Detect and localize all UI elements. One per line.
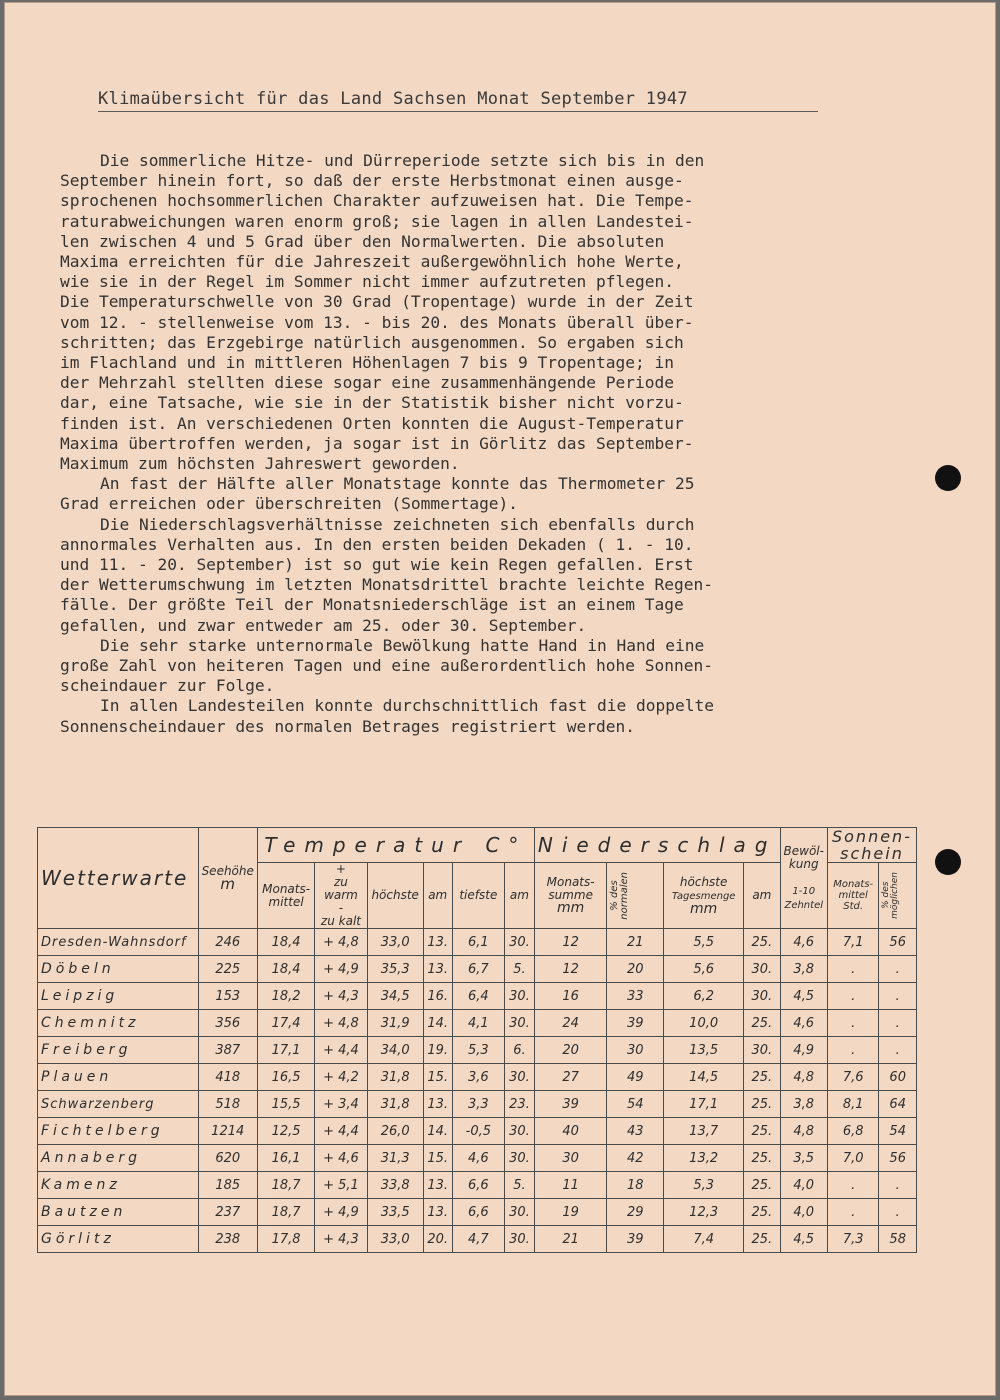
text-line: An fast der Hälfte aller Monatstage konnte das Thermometer 25 [100, 474, 695, 494]
text-line: dar, eine Tatsache, wie sie in der Statistik bisher nicht vorzu- [60, 393, 684, 413]
cell-station: Dresden-Wahnsdorf [38, 929, 199, 956]
cell-precip-max-day: 30. [744, 1037, 780, 1064]
cell-precip-max-day: 25. [744, 1010, 780, 1037]
cell-station: Annaberg [38, 1145, 199, 1172]
text-line: sprochenen hochsommerlichen Charakter aufzuweisen hat. Die Tempe- [60, 191, 694, 211]
cell-precip-pct: 30 [607, 1037, 664, 1064]
cell-precip-max: 12,3 [664, 1199, 744, 1226]
cell-temp-max-day: 14. [423, 1010, 452, 1037]
cell-precip-pct: 39 [607, 1226, 664, 1253]
cell-temp-deviation: + 4,6 [315, 1145, 367, 1172]
cell-temp-min: 5,3 [452, 1037, 504, 1064]
text-line: der Wetterumschwung im letzten Monatsdrittel brachte leichte Regen- [60, 575, 713, 595]
cell-cloud: 4,8 [780, 1118, 827, 1145]
document-page [4, 2, 996, 1396]
cell-precip-max: 6,2 [664, 983, 744, 1010]
cell-precip-sum: 30 [534, 1145, 607, 1172]
header-temp-min-day: am [505, 863, 535, 929]
cell-temp-max-day: 13. [423, 1091, 452, 1118]
cell-temp-min: -0,5 [452, 1118, 504, 1145]
cell-sun-pct: 60 [879, 1064, 917, 1091]
cell-precip-max: 13,7 [664, 1118, 744, 1145]
cell-cloud: 4,0 [780, 1172, 827, 1199]
cell-sun-mean: 8,1 [827, 1091, 878, 1118]
cell-precip-pct: 39 [607, 1010, 664, 1037]
header-temp-deviation: + zu warm - zu kalt [315, 863, 367, 929]
cell-sun-mean: 7,6 [827, 1064, 878, 1091]
cell-precip-sum: 16 [534, 983, 607, 1010]
cell-sun-mean: . [827, 1010, 878, 1037]
text-line: Die sommerliche Hitze- und Dürreperiode setzte sich bis in den [100, 151, 705, 170]
cell-precip-sum: 11 [534, 1172, 607, 1199]
cell-temp-min-day: 30. [505, 1118, 535, 1145]
cell-temp-max-day: 15. [423, 1145, 452, 1172]
cell-sun-pct: . [879, 956, 917, 983]
cell-precip-pct: 33 [607, 983, 664, 1010]
cell-temp-deviation: + 4,9 [315, 1199, 367, 1226]
cell-station: Leipzig [38, 983, 199, 1010]
cell-temp-min: 4,6 [452, 1145, 504, 1172]
table-row [38, 1199, 917, 1226]
cell-elevation: 620 [198, 1145, 257, 1172]
cell-temp-min-day: 30. [505, 1010, 535, 1037]
cell-cloud: 4,6 [780, 929, 827, 956]
cell-temp-max-day: 15. [423, 1064, 452, 1091]
cell-precip-pct: 29 [607, 1199, 664, 1226]
cell-temp-max: 34,0 [367, 1037, 423, 1064]
text-line: und 11. - 20. September) ist so gut wie kein Regen gefallen. Erst [60, 555, 694, 575]
cell-precip-pct: 20 [607, 956, 664, 983]
cell-temp-mean: 16,1 [257, 1145, 314, 1172]
cell-precip-max: 7,4 [664, 1226, 744, 1253]
cell-sun-mean: . [827, 1172, 878, 1199]
text-line: Grad erreichen oder überschreiten (Sommertage). [60, 494, 519, 514]
text-line: Maximum zum höchsten Jahreswert geworden. [60, 454, 460, 474]
cell-temp-min-day: 6. [505, 1037, 535, 1064]
cell-cloud: 4,0 [780, 1199, 827, 1226]
cell-sun-mean: 7,3 [827, 1226, 878, 1253]
cell-temp-mean: 18,2 [257, 983, 314, 1010]
cell-temp-mean: 17,4 [257, 1010, 314, 1037]
cell-elevation: 246 [198, 929, 257, 956]
cell-temp-min: 6,6 [452, 1172, 504, 1199]
text-line: der Mehrzahl stellten diese sogar eine zusammenhängende Periode [60, 373, 674, 393]
cell-temp-mean: 15,5 [257, 1091, 314, 1118]
cell-precip-max: 14,5 [664, 1064, 744, 1091]
text-line: vom 12. - stellenweise vom 13. - bis 20. des Monats überall über- [60, 312, 694, 332]
header-sun-mean: Monats- mittel Std. [827, 863, 878, 929]
header-station: Wetterwarte [38, 828, 199, 929]
climate-table-body [38, 929, 917, 1253]
cell-sun-mean: . [827, 983, 878, 1010]
cell-temp-min-day: 30. [505, 1064, 535, 1091]
cell-precip-max: 5,6 [664, 956, 744, 983]
climate-table-container [37, 827, 917, 1267]
table-row [38, 956, 917, 983]
cell-temp-deviation: + 3,4 [315, 1091, 367, 1118]
cell-elevation: 153 [198, 983, 257, 1010]
cell-temp-deviation: + 4,4 [315, 1118, 367, 1145]
cell-temp-deviation: + 4,8 [315, 929, 367, 956]
cell-precip-sum: 12 [534, 929, 607, 956]
cell-sun-pct: . [879, 1199, 917, 1226]
cell-station: Döbeln [38, 956, 199, 983]
cell-temp-mean: 18,4 [257, 929, 314, 956]
cell-sun-pct: . [879, 1172, 917, 1199]
cell-temp-deviation: + 4,8 [315, 1010, 367, 1037]
text-line: scheindauer zur Folge. [60, 676, 275, 696]
cell-elevation: 185 [198, 1172, 257, 1199]
cell-precip-max-day: 30. [744, 983, 780, 1010]
cell-temp-max: 31,9 [367, 1010, 423, 1037]
cell-sun-pct: 64 [879, 1091, 917, 1118]
punch-hole-bottom [935, 849, 961, 875]
cell-precip-max-day: 25. [744, 929, 780, 956]
header-cloud: Bewöl- kung 1-10 Zehntel [780, 828, 827, 929]
cell-station: Fichtelberg [38, 1118, 199, 1145]
cell-temp-min-day: 30. [505, 1226, 535, 1253]
text-line: len zwischen 4 und 5 Grad über den Normalwerten. Die absoluten [60, 231, 665, 251]
cell-elevation: 418 [198, 1064, 257, 1091]
cell-cloud: 4,9 [780, 1037, 827, 1064]
header-precip-max-day: am [744, 863, 780, 929]
cell-sun-pct: 54 [879, 1118, 917, 1145]
cell-temp-mean: 17,8 [257, 1226, 314, 1253]
cell-precip-max-day: 25. [744, 1199, 780, 1226]
body-text [60, 151, 890, 737]
text-line: Die sehr starke unternormale Bewölkung hatte Hand in Hand eine [100, 635, 705, 655]
cell-station: Görlitz [38, 1226, 199, 1253]
cell-temp-mean: 12,5 [257, 1118, 314, 1145]
cell-temp-min: 6,6 [452, 1199, 504, 1226]
cell-precip-max: 5,3 [664, 1172, 744, 1199]
cell-precip-sum: 19 [534, 1199, 607, 1226]
cell-precip-max-day: 25. [744, 1064, 780, 1091]
cell-elevation: 518 [198, 1091, 257, 1118]
cell-precip-sum: 27 [534, 1064, 607, 1091]
text-line: Die Temperaturschwelle von 30 Grad (Tropentage) wurde in der Zeit [60, 292, 694, 312]
body-paragraph [60, 151, 890, 474]
cell-temp-mean: 18,4 [257, 956, 314, 983]
text-line: schritten; das Erzgebirge natürlich ausgenommen. So ergaben sich [60, 332, 684, 352]
header-temp-mean: Monats- mittel [257, 863, 314, 929]
cell-temp-deviation: + 4,3 [315, 1226, 367, 1253]
cell-temp-max-day: 13. [423, 1172, 452, 1199]
cell-station: Schwarzenberg [38, 1091, 199, 1118]
text-line: gefallen, und zwar entweder am 25. oder 30. September. [60, 615, 587, 635]
cell-precip-pct: 42 [607, 1145, 664, 1172]
cell-cloud: 3,5 [780, 1145, 827, 1172]
header-temp-min: tiefste [452, 863, 504, 929]
header-precip-max: höchste Tagesmenge mm [664, 863, 744, 929]
table-row [38, 929, 917, 956]
cell-precip-max: 10,0 [664, 1010, 744, 1037]
body-paragraph [60, 696, 890, 736]
cell-temp-mean: 18,7 [257, 1172, 314, 1199]
text-line: wie sie in der Regel im Sommer nicht immer aufzutreten pflegen. [60, 272, 674, 292]
cell-elevation: 238 [198, 1226, 257, 1253]
text-line: Maxima übertroffen werden, ja sogar ist in Görlitz das September- [60, 433, 694, 453]
cell-temp-min: 3,6 [452, 1064, 504, 1091]
cell-sun-pct: . [879, 983, 917, 1010]
cell-precip-max-day: 25. [744, 1118, 780, 1145]
cell-precip-sum: 40 [534, 1118, 607, 1145]
text-line: In allen Landesteilen konnte durchschnittlich fast die doppelte [100, 696, 714, 716]
cell-precip-max-day: 25. [744, 1091, 780, 1118]
cell-temp-max-day: 14. [423, 1118, 452, 1145]
header-temperature-group: Temperatur C° [257, 828, 534, 863]
cell-precip-pct: 21 [607, 929, 664, 956]
cell-temp-min-day: 30. [505, 1145, 535, 1172]
cell-temp-min: 6,4 [452, 983, 504, 1010]
cell-precip-max-day: 30. [744, 956, 780, 983]
header-sun-pct: % des möglichen [879, 863, 917, 929]
text-line: raturabweichungen waren enorm groß; sie lagen in allen Landestei- [60, 211, 694, 231]
cell-precip-pct: 49 [607, 1064, 664, 1091]
cell-temp-min: 3,3 [452, 1091, 504, 1118]
cell-cloud: 4,6 [780, 1010, 827, 1037]
cell-temp-deviation: + 4,2 [315, 1064, 367, 1091]
cell-sun-pct: 56 [879, 1145, 917, 1172]
text-line: im Flachland und in mittleren Höhenlagen 7 bis 9 Tropentage; in [60, 353, 674, 373]
cell-temp-mean: 18,7 [257, 1199, 314, 1226]
cell-temp-mean: 16,5 [257, 1064, 314, 1091]
cell-station: Chemnitz [38, 1010, 199, 1037]
header-precip-pct: % des normalen [607, 863, 664, 929]
body-paragraph [60, 636, 890, 697]
cell-temp-min: 6,1 [452, 929, 504, 956]
text-line: große Zahl von heiteren Tagen und eine außerordentlich hohe Sonnen- [60, 656, 713, 676]
cell-station: Bautzen [38, 1199, 199, 1226]
cell-sun-pct: 58 [879, 1226, 917, 1253]
table-row [38, 1145, 917, 1172]
cell-temp-mean: 17,1 [257, 1037, 314, 1064]
cell-station: Plauen [38, 1064, 199, 1091]
cell-temp-max: 31,3 [367, 1145, 423, 1172]
cell-temp-max: 31,8 [367, 1064, 423, 1091]
header-precip-group: Niederschlag [534, 828, 780, 863]
text-line: fälle. Der größte Teil der Monatsniederschläge ist an einem Tage [60, 595, 684, 615]
text-line: finden ist. An verschiedenen Orten konnten die August-Temperatur [60, 413, 684, 433]
cell-temp-max-day: 13. [423, 956, 452, 983]
cell-temp-min-day: 30. [505, 1199, 535, 1226]
table-row [38, 1172, 917, 1199]
cell-sun-mean: 7,1 [827, 929, 878, 956]
cell-sun-mean: 6,8 [827, 1118, 878, 1145]
header-temp-max: höchste [367, 863, 423, 929]
cell-sun-mean: . [827, 1037, 878, 1064]
cell-precip-sum: 39 [534, 1091, 607, 1118]
text-line: Maxima erreichten für die Jahreszeit außergewöhnlich hohe Werte, [60, 252, 684, 272]
cell-elevation: 225 [198, 956, 257, 983]
cell-temp-max-day: 19. [423, 1037, 452, 1064]
text-line: annormales Verhalten aus. In den ersten beiden Dekaden ( 1. - 10. [60, 534, 694, 554]
cell-precip-pct: 18 [607, 1172, 664, 1199]
cell-temp-deviation: + 4,4 [315, 1037, 367, 1064]
cell-precip-max: 13,5 [664, 1037, 744, 1064]
cell-temp-max-day: 16. [423, 983, 452, 1010]
body-paragraph [60, 515, 890, 636]
cell-sun-pct: . [879, 1010, 917, 1037]
cell-precip-sum: 21 [534, 1226, 607, 1253]
cell-precip-sum: 12 [534, 956, 607, 983]
cell-temp-min-day: 30. [505, 983, 535, 1010]
cell-cloud: 4,5 [780, 983, 827, 1010]
cell-temp-max: 31,8 [367, 1091, 423, 1118]
cell-precip-max-day: 25. [744, 1226, 780, 1253]
punch-hole-top [935, 465, 961, 491]
cell-precip-max: 17,1 [664, 1091, 744, 1118]
cell-station: Kamenz [38, 1172, 199, 1199]
table-row [38, 1064, 917, 1091]
cell-temp-min: 4,1 [452, 1010, 504, 1037]
header-precip-sum: Monats- summe mm [534, 863, 607, 929]
cell-temp-max: 26,0 [367, 1118, 423, 1145]
text-line: September hinein fort, so daß der erste Herbstmonat einen ausge- [60, 171, 684, 191]
header-temp-max-day: am [423, 863, 452, 929]
cell-temp-max-day: 20. [423, 1226, 452, 1253]
cell-cloud: 4,8 [780, 1064, 827, 1091]
cell-elevation: 387 [198, 1037, 257, 1064]
table-row [38, 1037, 917, 1064]
cell-sun-pct: . [879, 1037, 917, 1064]
text-line: Sonnenscheindauer des normalen Betrages registriert werden. [60, 716, 635, 736]
cell-precip-sum: 20 [534, 1037, 607, 1064]
cell-temp-max-day: 13. [423, 929, 452, 956]
table-row [38, 1226, 917, 1253]
cell-temp-max: 33,5 [367, 1199, 423, 1226]
cell-elevation: 237 [198, 1199, 257, 1226]
document-title: Klimaübersicht für das Land Sachsen Monat September 1947 [98, 89, 818, 112]
cell-temp-min-day: 5. [505, 1172, 535, 1199]
cell-sun-pct: 56 [879, 929, 917, 956]
cell-precip-max: 5,5 [664, 929, 744, 956]
cell-precip-max-day: 25. [744, 1145, 780, 1172]
cell-temp-max: 35,3 [367, 956, 423, 983]
cell-precip-pct: 43 [607, 1118, 664, 1145]
cell-temp-max: 33,8 [367, 1172, 423, 1199]
climate-table [37, 827, 917, 1253]
cell-cloud: 3,8 [780, 1091, 827, 1118]
header-sun-group: Sonnen- schein [827, 828, 916, 863]
table-row [38, 1118, 917, 1145]
cell-sun-mean: . [827, 1199, 878, 1226]
cell-temp-min-day: 23. [505, 1091, 535, 1118]
cell-temp-min: 6,7 [452, 956, 504, 983]
cell-temp-min: 4,7 [452, 1226, 504, 1253]
table-row [38, 1010, 917, 1037]
cell-station: Freiberg [38, 1037, 199, 1064]
cell-cloud: 3,8 [780, 956, 827, 983]
header-elevation: Seehöhe m [198, 828, 257, 929]
cell-precip-sum: 24 [534, 1010, 607, 1037]
cell-temp-min-day: 5. [505, 956, 535, 983]
cell-precip-max-day: 25. [744, 1172, 780, 1199]
cell-sun-mean: 7,0 [827, 1145, 878, 1172]
cell-elevation: 356 [198, 1010, 257, 1037]
cell-sun-mean: . [827, 956, 878, 983]
body-paragraph [60, 474, 890, 514]
cell-temp-max-day: 13. [423, 1199, 452, 1226]
cell-temp-max: 33,0 [367, 929, 423, 956]
cell-temp-max: 33,0 [367, 1226, 423, 1253]
cell-temp-deviation: + 4,3 [315, 983, 367, 1010]
cell-elevation: 1214 [198, 1118, 257, 1145]
cell-temp-deviation: + 4,9 [315, 956, 367, 983]
cell-temp-min-day: 30. [505, 929, 535, 956]
cell-precip-max: 13,2 [664, 1145, 744, 1172]
cell-temp-deviation: + 5,1 [315, 1172, 367, 1199]
cell-temp-max: 34,5 [367, 983, 423, 1010]
table-row [38, 983, 917, 1010]
cell-precip-pct: 54 [607, 1091, 664, 1118]
table-row [38, 1091, 917, 1118]
cell-cloud: 4,5 [780, 1226, 827, 1253]
text-line: Die Niederschlagsverhältnisse zeichneten sich ebenfalls durch [100, 514, 695, 534]
